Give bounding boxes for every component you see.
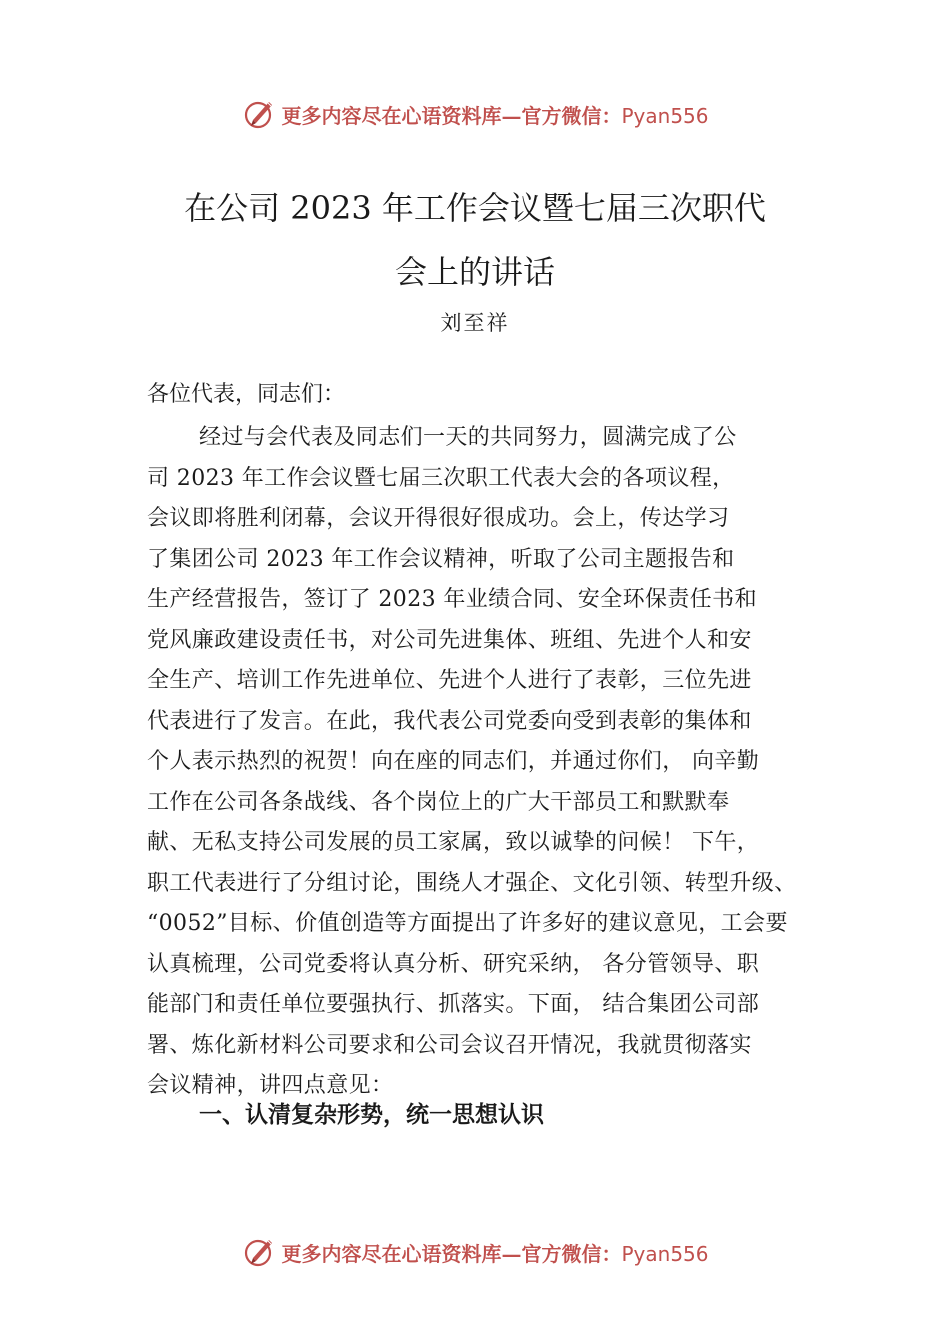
paragraph-line: 能部门和责任单位要强执行、抓落实。下面， 结合集团公司部 [147,992,760,1017]
pen-logo-icon [241,96,277,132]
paragraph-line: 个人表示热烈的祝贺！向在座的同志们，并通过你们， 向辛勤 [147,749,760,774]
document-title-line-1: 在公司 2023 年工作会议暨七届三次职代 [184,189,766,227]
watermark-text: 更多内容尽在心语资料库—官方微信：Pyan556 [281,1241,709,1266]
pen-logo-icon [241,1234,277,1270]
paragraph-line: 会议即将胜利闭幕，会议开得很好很成功。会上，传达学习 [147,506,730,531]
paragraph-line: 献、无私支持公司发展的员工家属，致以诚挚的问候！ 下午， [147,830,760,855]
section-heading: 一、认清复杂形势，统一思想认识 [199,1102,544,1128]
paragraph-line: 党风廉政建设责任书，对公司先进集体、班组、先进个人和安 [147,627,752,653]
document-title-line-2: 会上的讲话 [394,253,555,291]
author-name: 刘至祥 [440,311,510,335]
header-watermark [0,94,950,134]
paragraph-line: 司 2023 年工作会议暨七届三次职工代表大会的各项议程， [147,465,735,491]
paragraph-line: 会议精神，讲四点意见： [147,1073,394,1098]
paragraph-line: 代表进行了发言。在此，我代表公司党委向受到表彰的集体和 [147,708,752,734]
body-paragraph [147,418,837,1107]
paragraph-line: 署、炼化新材料公司要求和公司会议召开情况，我就贯彻落实 [147,1032,752,1058]
footer-watermark [0,1232,950,1272]
paragraph-line: 了集团公司 2023 年工作会议精神，听取了公司主题报告和 [147,546,735,572]
paragraph-line: 职工代表进行了分组讨论，围绕人才强企、文化引领、转型升级、 [147,870,797,896]
paragraph-line: 工作在公司各条战线、各个岗位上的广大干部员工和默默奉 [147,789,730,815]
paragraph-line: 认真梳理，公司党委将认真分析、研究采纳， 各分管领导、职 [147,951,760,977]
paragraph-line: 全生产、培训工作先进单位、先进个人进行了表彰，三位先进 [147,668,752,693]
watermark-text: 更多内容尽在心语资料库—官方微信：Pyan556 [281,103,709,128]
paragraph-line: 经过与会代表及同志们一天的共同努力，圆满完成了公 [199,425,737,450]
watermark-id: Pyan556 [621,103,709,128]
greeting: 各位代表，同志们： [147,382,346,407]
paragraph-line: “0052”目标、价值创造等方面提出了许多好的建议意见，工会要 [147,911,788,936]
watermark-id: Pyan556 [621,1241,709,1266]
paragraph-line: 生产经营报告，签订了 2023 年业绩合同、安全环保责任书和 [147,587,757,612]
